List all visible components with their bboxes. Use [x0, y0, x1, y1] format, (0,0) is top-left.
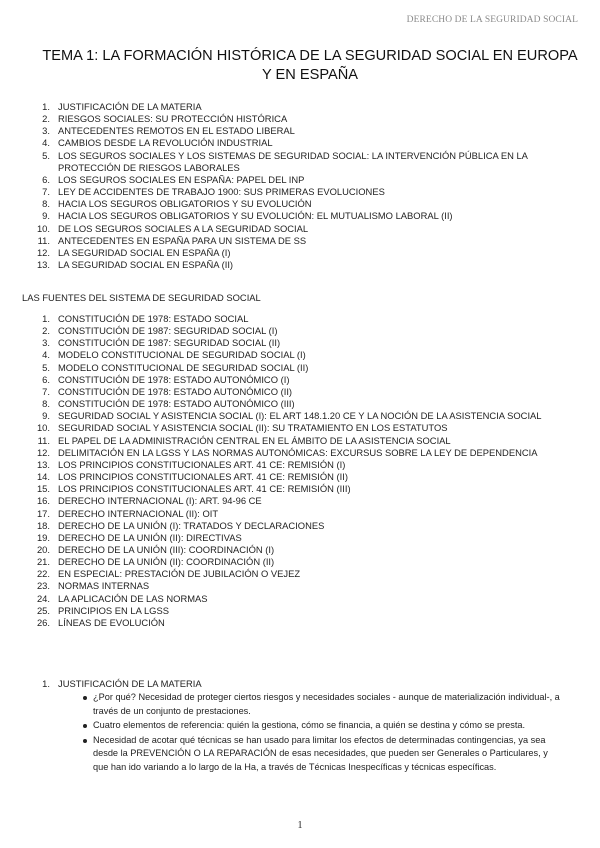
toc-item-text: EL PAPEL DE LA ADMINISTRACIÓN CENTRAL EN EL ÁMBITO DE LA ASISTENCIA SOCIAL [58, 434, 451, 446]
toc-item-text: LEY DE ACCIDENTES DE TRABAJO 1900: SUS PRIMERAS EVOLUCIONES [58, 186, 385, 198]
toc-item [0, 483, 600, 495]
toc-history-list [0, 101, 600, 271]
toc-item [0, 337, 600, 349]
bullet-item [0, 734, 600, 775]
toc-item-text: RIESGOS SOCIALES: SU PROTECCIÓN HISTÓRICA [58, 113, 288, 125]
detail-bullet-list [0, 691, 600, 774]
toc-item [0, 235, 600, 247]
toc-item-number: 5. [42, 361, 50, 373]
toc-item-number: 21. [36, 556, 50, 568]
toc-item-number: 18. [36, 519, 50, 531]
toc-item [0, 435, 600, 447]
toc-item-number: 19. [36, 531, 50, 543]
toc-item [0, 605, 600, 617]
toc-item-number: 22. [36, 568, 50, 580]
toc-item-number: 4. [42, 137, 50, 149]
toc-item-text: LOS SEGUROS SOCIALES Y LOS SISTEMAS DE SEGURIDAD SOCIAL: LA INTERVENCIÓN PÚBLICA EN LA PROTECCIÓN DE RIESGOS LABORALES [58, 149, 528, 173]
toc-item [0, 137, 600, 149]
toc-item [0, 259, 600, 271]
page-number: 1 [297, 820, 303, 831]
toc-item-text: SEGURIDAD SOCIAL Y ASISTENCIA SOCIAL (II): SU TRATAMIENTO EN LOS ESTATUTOS [58, 422, 448, 434]
toc-item-number: 12. [36, 246, 50, 258]
toc-item-text: DERECHO INTERNACIONAL (I): ART. 94-96 CE [58, 495, 262, 507]
toc-item [0, 495, 600, 507]
detail-heading [0, 678, 600, 690]
toc-item-text: LA SEGURIDAD SOCIAL EN ESPAÑA (I) [58, 246, 231, 258]
toc-item-text: HACIA LOS SEGUROS OBLIGATORIOS Y SU EVOLUCIÓN [58, 198, 312, 210]
toc-item-number: 7. [42, 186, 50, 198]
toc-item-number: 7. [42, 385, 50, 397]
toc-item-number: 9. [42, 410, 50, 422]
toc-item-text: SEGURIDAD SOCIAL Y ASISTENCIA SOCIAL (I): EL ART 148.1.20 CE Y LA NOCIÓN DE LA ASISTENCIA SOCIAL [58, 410, 542, 422]
bullet-dot-icon [83, 696, 87, 700]
toc-item-number: 16. [36, 495, 50, 507]
toc-item [0, 386, 600, 398]
toc-item-number: 23. [36, 580, 50, 592]
toc-item [0, 520, 600, 532]
detail-section [0, 678, 600, 775]
toc-item-number: 14. [36, 471, 50, 483]
toc-item-number: 12. [36, 446, 50, 458]
toc-item-text: DERECHO INTERNACIONAL (II): OIT [58, 507, 219, 519]
toc-item-text: DERECHO DE LA UNIÓN (III): COORDINACIÓN (I) [58, 543, 275, 555]
toc-item-text: DERECHO DE LA UNIÓN (I): TRATADOS Y DECLARACIONES [58, 519, 325, 531]
toc-item [0, 313, 600, 325]
toc-item [0, 447, 600, 459]
toc-item-text: CONSTITUCIÓN DE 1978: ESTADO AUTONÓMICO (I) [58, 373, 290, 385]
toc-item-text: CONSTITUCIÓN DE 1978: ESTADO AUTONÓMICO (III) [58, 398, 295, 410]
bullet-item [0, 719, 600, 733]
toc-item-number: 10. [36, 422, 50, 434]
toc-item-number: 1. [42, 313, 50, 324]
toc-item [0, 223, 600, 235]
toc-item-number: 6. [42, 173, 50, 185]
toc-item [0, 580, 600, 592]
toc-item-text: CONSTITUCIÓN DE 1978: ESTADO SOCIAL [58, 313, 249, 324]
toc-item [0, 617, 600, 629]
bullet-dot-icon [83, 724, 87, 728]
toc-sources-list [0, 313, 600, 629]
bullet-text: Cuatro elementos de referencia: quién la gestiona, cómo se financia, a quién se destina y cómo se presta. [93, 720, 526, 731]
toc-item-number: 11. [37, 234, 50, 246]
toc-item [0, 247, 600, 259]
toc-item-number: 10. [36, 222, 50, 234]
toc-item [0, 186, 600, 198]
toc-item [0, 568, 600, 580]
toc-item-text: LA SEGURIDAD SOCIAL EN ESPAÑA (II) [58, 259, 234, 271]
toc-item-number: 15. [36, 483, 50, 495]
toc-item-number: 5. [42, 149, 50, 161]
toc-item [0, 362, 600, 374]
toc-item-text: LOS SEGUROS SOCIALES EN ESPAÑA: PAPEL DEL INP [58, 173, 305, 185]
toc-item [0, 210, 600, 222]
bullet-dot-icon [83, 739, 87, 743]
toc-item-number: 1. [42, 101, 50, 112]
toc-item-number: 8. [42, 398, 50, 410]
detail-heading-number: 1. [42, 678, 50, 689]
toc-item-number: 11. [37, 434, 50, 446]
toc-item [0, 349, 600, 361]
toc-item-text: DERECHO DE LA UNIÓN (II): DIRECTIVAS [58, 531, 242, 543]
toc-item [0, 125, 600, 137]
toc-item-number: 3. [42, 125, 50, 137]
toc-item-number: 8. [42, 198, 50, 210]
toc-item-number: 24. [36, 592, 50, 604]
toc-item-text: LOS PRINCIPIOS CONSTITUCIONALES ART. 41 CE: REMISIÓN (I) [58, 458, 346, 470]
toc-item-number: 2. [42, 113, 50, 125]
toc-item-number: 4. [42, 349, 50, 361]
toc-item-text: CONSTITUCIÓN DE 1987: SEGURIDAD SOCIAL (I) [58, 325, 278, 337]
toc-item [0, 410, 600, 422]
toc-item-text: CONSTITUCIÓN DE 1987: SEGURIDAD SOCIAL (II) [58, 337, 281, 349]
toc-item [0, 422, 600, 434]
running-header: DERECHO DE LA SEGURIDAD SOCIAL [406, 15, 578, 25]
toc-item [0, 593, 600, 605]
toc-item-number: 13. [36, 259, 50, 271]
toc-item-number: 9. [42, 210, 50, 222]
toc-item [0, 471, 600, 483]
toc-item [0, 459, 600, 471]
toc-item [0, 532, 600, 544]
toc-item [0, 398, 600, 410]
document-title: TEMA 1: LA FORMACIÓN HISTÓRICA DE LA SEGURIDAD SOCIAL EN EUROPA Y EN ESPAÑA [42, 48, 578, 83]
toc-item [0, 325, 600, 337]
toc-item-text: LÍNEAS DE EVOLUCIÓN [58, 616, 165, 628]
toc-item-number: 13. [36, 458, 50, 470]
toc-item [0, 198, 600, 210]
toc-item-text: JUSTIFICACIÓN DE LA MATERIA [58, 101, 202, 112]
toc-item-text: ANTECEDENTES EN ESPAÑA PARA UN SISTEMA DE SS [58, 234, 307, 246]
bullet-text: Necesidad de acotar qué técnicas se han usado para limitar los efectos de determinadas contingencias, ya sea desde la PREVENCIÓN O LA REPARACIÓN de esas necesidades, que pueden ser Generales o Particulares, y que han ido variando a lo largo de la Ha, a través de Técnicas Inespecíficas y técnicas específicas. [93, 734, 548, 772]
toc-item-text: MODELO CONSTITUCIONAL DE SEGURIDAD SOCIAL (II) [58, 361, 309, 373]
toc-item-text: EN ESPECIAL: PRESTACIÓN DE JUBILACIÓN O VEJEZ [58, 568, 301, 580]
toc-item-number: 26. [36, 616, 50, 628]
toc-item-text: LOS PRINCIPIOS CONSTITUCIONALES ART. 41 CE: REMISIÓN (III) [58, 483, 351, 495]
toc-item-number: 20. [36, 543, 50, 555]
toc-item-text: NORMAS INTERNAS [58, 580, 150, 592]
toc-item-text: CONSTITUCIÓN DE 1978: ESTADO AUTONÓMICO (II) [58, 385, 293, 397]
detail-heading-text: JUSTIFICACIÓN DE LA MATERIA [58, 678, 202, 689]
toc-item-number: 2. [42, 325, 50, 337]
toc-item-text: PRINCIPIOS EN LA LGSS [58, 604, 169, 616]
toc-item-number: 17. [36, 507, 50, 519]
toc-item-number: 25. [36, 604, 50, 616]
bullet-text: ¿Por qué? Necesidad de proteger ciertos riesgos y necesidades sociales - aunque de materialización individual-, a través de un conjunto de prestaciones. [93, 692, 560, 716]
toc-item-number: 6. [42, 373, 50, 385]
toc-item-text: ANTECEDENTES REMOTOS EN EL ESTADO LIBERAL [58, 125, 295, 137]
toc-item-text: HACIA LOS SEGUROS OBLIGATORIOS Y SU EVOLUCIÓN: EL MUTUALISMO LABORAL (II) [58, 210, 453, 222]
toc-item [0, 101, 600, 113]
toc-item [0, 544, 600, 556]
toc-item [0, 508, 600, 520]
toc-item [0, 113, 600, 125]
bullet-item [0, 691, 600, 718]
toc-item-text: LA APLICACIÓN DE LAS NORMAS [58, 592, 208, 604]
toc-item [0, 150, 600, 174]
toc-item-text: LOS PRINCIPIOS CONSTITUCIONALES ART. 41 CE: REMISIÓN (II) [58, 471, 348, 483]
toc-item-text: DE LOS SEGUROS SOCIALES A LA SEGURIDAD SOCIAL [58, 222, 309, 234]
toc-item-text: DERECHO DE LA UNIÓN (II): COORDINACIÓN (II) [58, 556, 275, 568]
toc-item-text: CAMBIOS DESDE LA REVOLUCIÓN INDUSTRIAL [58, 137, 273, 149]
toc-item [0, 374, 600, 386]
toc-item [0, 174, 600, 186]
toc-item [0, 556, 600, 568]
section-heading-sources: LAS FUENTES DEL SISTEMA DE SEGURIDAD SOCIAL [22, 292, 261, 303]
toc-item-text: MODELO CONSTITUCIONAL DE SEGURIDAD SOCIAL (I) [58, 349, 306, 361]
toc-item-text: DELIMITACIÓN EN LA LGSS Y LAS NORMAS AUTONÓMICAS: EXCURSUS SOBRE LA LEY DE DEPENDENCIA [58, 446, 538, 458]
toc-item-number: 3. [42, 337, 50, 349]
